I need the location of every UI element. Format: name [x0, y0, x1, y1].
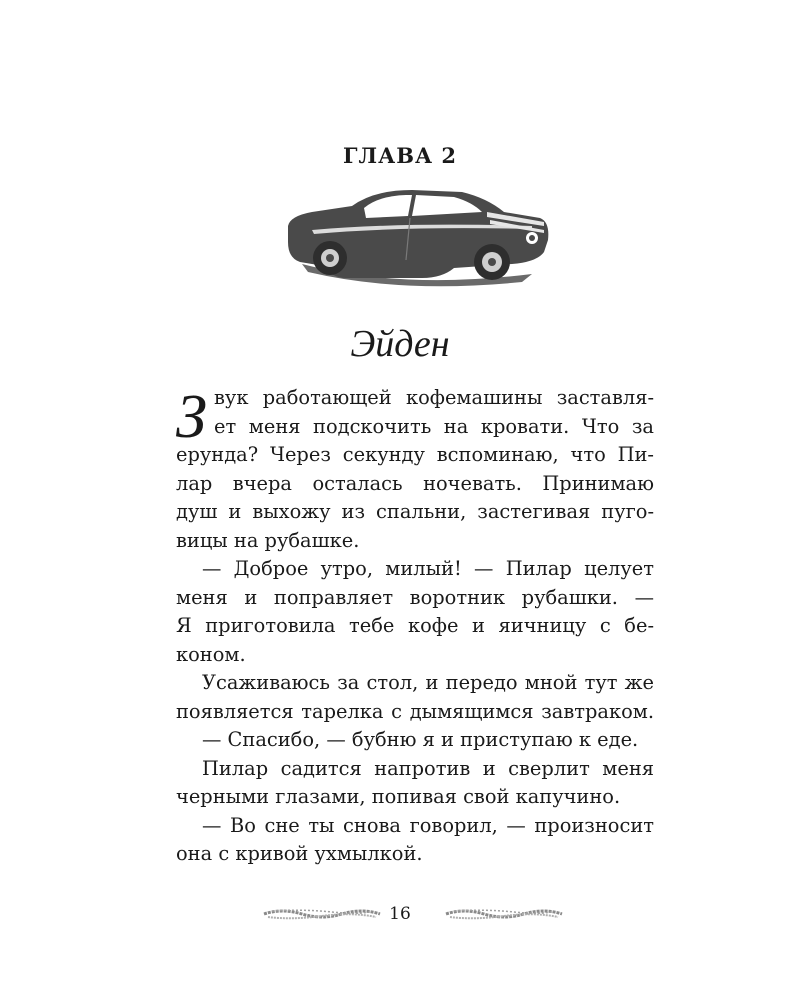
text-line: — Спасибо, — бубню я и приступаю к еде. [202, 728, 639, 751]
drop-cap: З [176, 383, 207, 451]
text-line: вук работающей кофемашины заставля- [214, 386, 654, 409]
page-number: 16 [389, 904, 411, 924]
chapter-heading: Эйден [350, 323, 450, 365]
text-line: она с кривой ухмылкой. [176, 842, 423, 865]
text-line: душ и выхожу из спальни, застегивая пуго- [176, 500, 654, 523]
text-line: Усаживаюсь за стол, и передо мной тут же [202, 671, 654, 694]
text-line: черными глазами, попивая свой капучино. [176, 785, 621, 808]
text-line: Я приготовила тебе кофе и яичницу с бе- [176, 614, 654, 637]
text-line: — Во сне ты снова говорил, — произносит [202, 813, 654, 837]
text-line: коном. [176, 642, 246, 666]
text-line: — Доброе утро, милый! — Пилар целует [202, 557, 654, 580]
page-footer [0, 902, 800, 926]
text-line: ет меня подскочить на кровати. Что за [214, 414, 654, 438]
text-line: вицы на рубашке. [176, 528, 360, 552]
text-line: лар вчера осталась ночевать. Принимаю [176, 471, 654, 495]
body-text [176, 384, 654, 869]
muscle-car-icon [282, 182, 552, 292]
text-line: ерунда? Через секунду вспоминаю, что Пи- [176, 443, 654, 466]
text-line: появляется тарелка с дымящимся завтраком. [176, 699, 654, 723]
scroll-ornament-icon [444, 906, 564, 922]
scroll-ornament-icon [262, 906, 382, 922]
text-line: меня и поправляет воротник рубашки. — [176, 585, 654, 609]
text-line: Пилар садится напротив и сверлит меня [202, 756, 654, 780]
chapter-title: ГЛАВА 2 [343, 143, 457, 168]
